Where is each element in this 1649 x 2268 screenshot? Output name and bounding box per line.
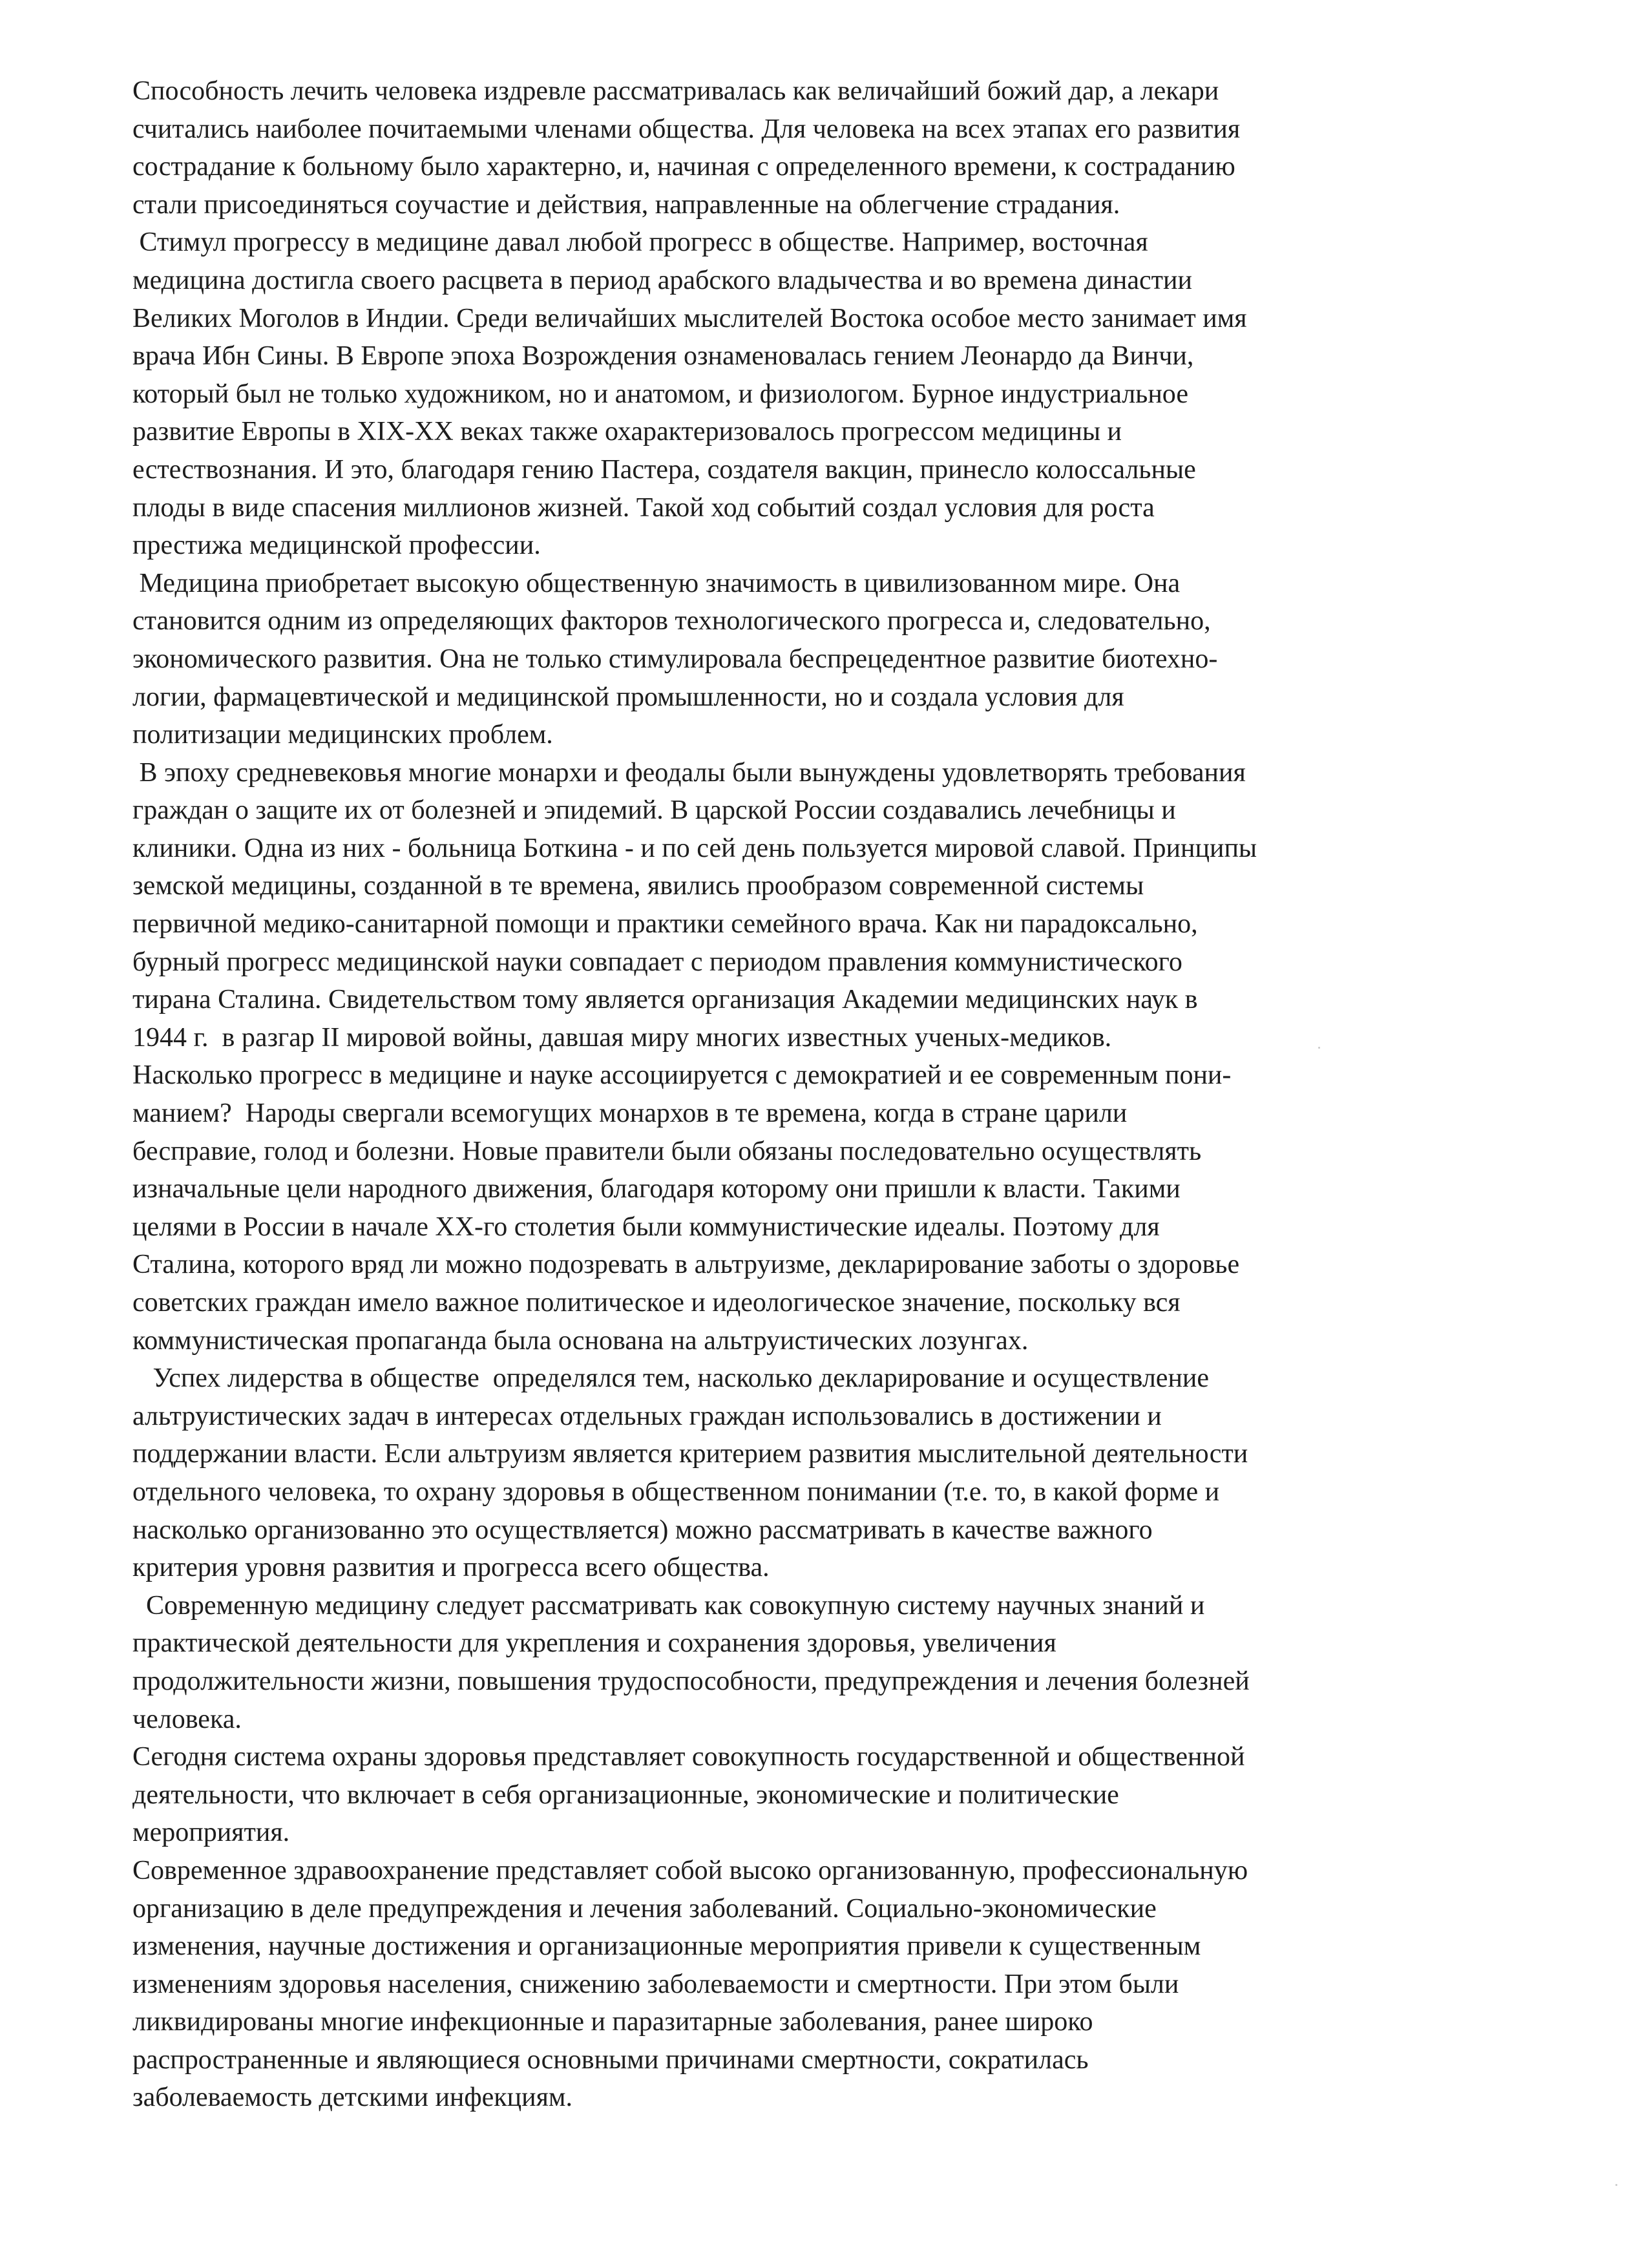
text-line: престижа медицинской профессии. bbox=[132, 530, 541, 561]
text-line: Способность лечить человека издревле рассматривалась как величайший божий дар, а лекари bbox=[132, 76, 1219, 106]
text-line: заболеваемость детскими инфекциям. bbox=[132, 2083, 573, 2113]
text-line: манием? Народы свергали всемогущих монархов в те времена, когда в стране царили bbox=[132, 1098, 1128, 1129]
text-line: 1944 г. в разгар II мировой войны, давшая миру многих известных ученых-медиков. bbox=[132, 1022, 1112, 1053]
text-line: советских граждан имело важное политическое и идеологическое значение, поскольку вся bbox=[132, 1288, 1181, 1318]
text-line: граждан о защите их от болезней и эпидемий. В царской России создавались лечебницы и bbox=[132, 795, 1176, 826]
text-line: сострадание к больному было характерно, и, начиная с определенного времени, к состраданию bbox=[132, 152, 1235, 182]
text-line: который был не только художником, но и анатомом, и физиологом. Бурное индустриальное bbox=[132, 379, 1188, 409]
text-line: бесправие, голод и болезни. Новые правители были обязаны последовательно осуществлять bbox=[132, 1136, 1202, 1166]
scan-speck bbox=[1615, 2184, 1617, 2186]
text-line: становится одним из определяющих факторов технологического прогресса и, следовательно, bbox=[132, 606, 1211, 636]
text-line: целями в России в начале XX-го столетия были коммунистические идеалы. Поэтому для bbox=[132, 1212, 1160, 1242]
text-line: Сталина, которого вряд ли можно подозревать в альтруизме, декларирование заботы о здоровье bbox=[132, 1250, 1240, 1280]
text-line: критерия уровня развития и прогресса всего общества. bbox=[132, 1553, 770, 1583]
text-line: организацию в деле предупреждения и лечения заболеваний. Социально-экономические bbox=[132, 1893, 1157, 1924]
document-body bbox=[132, 72, 1515, 2117]
text-line: политизации медицинских проблем. bbox=[132, 720, 553, 750]
text-line: Стимул прогрессу в медицине давал любой прогресс в обществе. Например, восточная bbox=[132, 227, 1148, 258]
text-line: Великих Моголов в Индии. Среди величайших мыслителей Востока особое место занимает имя bbox=[132, 303, 1247, 333]
text-line: плоды в виде спасения миллионов жизней. Такой ход событий создал условия для роста bbox=[132, 492, 1155, 523]
text-line: насколько организованно это осуществляется) можно рассматривать в качестве важного bbox=[132, 1515, 1153, 1545]
text-line: изменениям здоровья населения, снижению заболеваемости и смертности. При этом были bbox=[132, 1969, 1179, 1999]
text-line: стали присоединяться соучастие и действия, направленные на облегчение страдания. bbox=[132, 189, 1120, 220]
text-line: экономического развития. Она не только стимулировала беспрецедентное развитие биотехно- bbox=[132, 644, 1218, 674]
text-line: первичной медико-санитарной помощи и практики семейного врача. Как ни парадоксально, bbox=[132, 909, 1198, 940]
text-line: медицина достигла своего расцвета в период арабского владычества и во времена династии bbox=[132, 265, 1192, 295]
text-line: изначальные цели народного движения, благодаря которому они пришли к власти. Такими bbox=[132, 1174, 1181, 1204]
text-line: развитие Европы в XIX-XX веках также охарактеризовалось прогрессом медицины и bbox=[132, 417, 1122, 447]
text-line: Насколько прогресс в медицине и науке ассоциируется с демократией и ее современным пони- bbox=[132, 1060, 1232, 1091]
text-line: клиники. Одна из них - больница Боткина - и по сей день пользуется мировой славой. Принципы bbox=[132, 833, 1257, 863]
text-line: практической деятельности для укрепления и сохранения здоровья, увеличения bbox=[132, 1628, 1056, 1659]
text-line: считались наиболее почитаемыми членами общества. Для человека на всех этапах его развития bbox=[132, 114, 1241, 144]
text-line: альтруистических задач в интересах отдельных граждан использовались в достижении и bbox=[132, 1401, 1162, 1431]
text-line: ликвидированы многие инфекционные и паразитарные заболевания, ранее широко bbox=[132, 2007, 1093, 2037]
text-line: Современное здравоохранение представляет собой высоко организованную, профессиональную bbox=[132, 1855, 1248, 1885]
text-line: В эпоху средневековья многие монархи и феодалы были вынуждены удовлетворять требования bbox=[132, 757, 1246, 788]
text-line: бурный прогресс медицинской науки совпадает с периодом правления коммунистического bbox=[132, 947, 1182, 977]
text-line: человека. bbox=[132, 1704, 242, 1734]
text-line: деятельности, что включает в себя организационные, экономические и политические bbox=[132, 1780, 1119, 1810]
text-line: распространенные и являющиеся основными причинами смертности, сократилась bbox=[132, 2044, 1089, 2075]
text-line: продолжительности жизни, повышения трудоспособности, предупреждения и лечения болезней bbox=[132, 1666, 1250, 1696]
text-line: тирана Сталина. Свидетельством тому является организация Академии медицинских наук в bbox=[132, 985, 1198, 1015]
text-line: Успех лидерства в обществе определялся тем, насколько декларирование и осуществление bbox=[132, 1363, 1210, 1394]
text-line: земской медицины, созданной в те времена, явились прообразом современной системы bbox=[132, 871, 1144, 901]
text-line: Сегодня система охраны здоровья представляет совокупность государственной и общественной bbox=[132, 1742, 1245, 1772]
text-line: мероприятия. bbox=[132, 1818, 290, 1848]
text-line: естествознания. И это, благодаря гению Пастера, создателя вакцин, принесло колоссальные bbox=[132, 454, 1196, 485]
text-line: коммунистическая пропаганда была основана на альтруистических лозунгах. bbox=[132, 1325, 1029, 1356]
text-line: Современную медицину следует рассматривать как совокупную систему научных знаний и bbox=[132, 1590, 1205, 1621]
text-line: изменения, научные достижения и организационные мероприятия привели к существенным bbox=[132, 1931, 1201, 1962]
text-line: отдельного человека, то охрану здоровья в общественном понимании (т.е. то, в какой форме и bbox=[132, 1476, 1220, 1507]
text-line: Медицина приобретает высокую общественную значимость в цивилизованном мире. Она bbox=[132, 568, 1181, 598]
text-line: поддержании власти. Если альтруизм является критерием развития мыслительной деятельности bbox=[132, 1439, 1248, 1469]
text-line: логии, фармацевтической и медицинской промышленности, но и создала условия для bbox=[132, 682, 1124, 712]
text-line: врача Ибн Сины. В Европе эпоха Возрождения ознаменовалась гением Леонардо да Винчи, bbox=[132, 341, 1194, 372]
